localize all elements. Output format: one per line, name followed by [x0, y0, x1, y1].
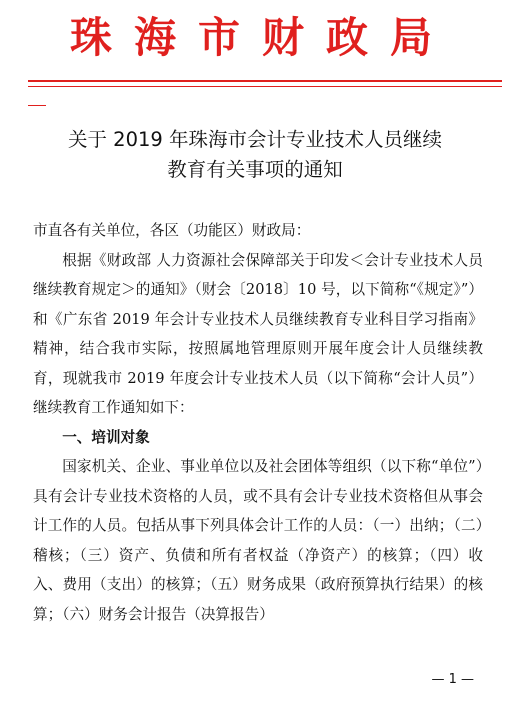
masthead-rule-thin — [28, 86, 502, 87]
salutation: 市直各有关单位，各区（功能区）财政局： — [33, 222, 311, 239]
masthead-rule-tail — [28, 105, 46, 106]
masthead: 珠海市财政局 — [69, 13, 454, 62]
section-heading-1: 一、培训对象 — [62, 428, 150, 446]
masthead-rule-thick — [28, 80, 502, 82]
title-line-2: 教育有关事项的通知 — [167, 158, 343, 181]
page-number: — 1 — — [431, 672, 474, 687]
title-line-1: 关于 2019 年珠海市会计专业技术人员继续 — [67, 128, 443, 151]
document-body — [33, 216, 483, 629]
paragraph-2: 国家机关、企业、事业单位以及社会团体等组织（以下称“单位”）具有会计专业技术资格的人员，或不具有会计专业技术资格但从事会计工作的人员。包括从事下列具体会计工作的人员：（一）出纳；（二）稽核；（三）资产、负债和所有者权益（净资产）的核算；（四）收入、费用（支出）的核算；（五）财务成果（政府预算执行结果）的核算；（六）财务会计报告（决算报告） — [33, 458, 483, 623]
paragraph-1: 根据《财政部 人力资源社会保障部关于印发＜会计专业技术人员继续教育规定＞的通知》（财会〔2018〕10 号，以下简称“《规定》”）和《广东省 2019 年会计专业技术人员继续教育专业科目学习指南》精神，结合我市实际，按照属地管理原则开展年度会计人员继续教育，现就我市 2019 年度会计专业技术人员（以下简称“会计人员”）继续教育工作通知如下： — [33, 251, 483, 416]
document-title — [0, 125, 510, 185]
